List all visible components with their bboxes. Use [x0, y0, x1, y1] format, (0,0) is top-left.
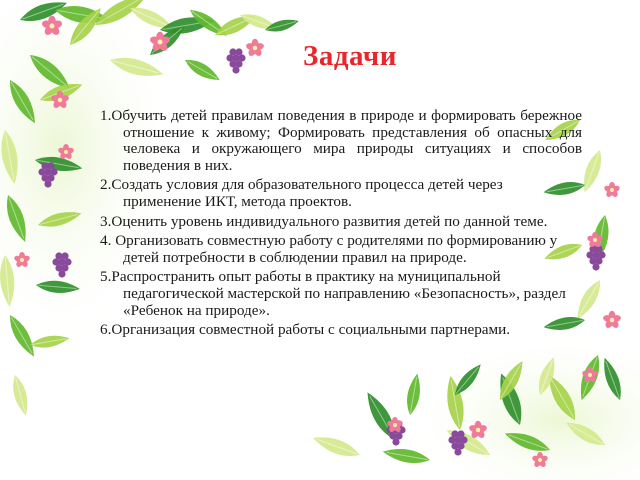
- task-item-6: 6.Организация совместной работы с социальными партнерами.: [100, 321, 511, 339]
- task-item-3: 3.Оценить уровень индивидуального развития детей по данной теме.: [100, 212, 548, 230]
- task-item-2: 2.Создать условия для образовательного процесса детей через применение ИКТ, метода проектов.: [100, 176, 503, 210]
- task-list: [100, 108, 582, 342]
- leaf-decoration: [579, 148, 607, 195]
- flower-decoration: [602, 311, 622, 330]
- flower-decoration: [603, 182, 620, 198]
- task-item-1: 1.Обучить детей правилам поведения в природе и формировать бережное отношение к живому; Формировать представления об опасных для человека и окружающего мира природы ситуациях и способов поведения в них.: [100, 107, 582, 174]
- slide-title: Задачи: [303, 40, 397, 72]
- task-item-4: 4. Организовать совместную работу с родителями по формированию у детей потребности в соблюдении правил на природе.: [100, 232, 558, 266]
- task-item-5: 5.Распространить опыт работы в практику на муниципальной педагогической мастерской по направлению «Безопасность», раздел «Ребенок на природе».: [100, 268, 566, 319]
- leaf-decoration: [311, 431, 363, 461]
- leaf-decoration: [9, 373, 31, 417]
